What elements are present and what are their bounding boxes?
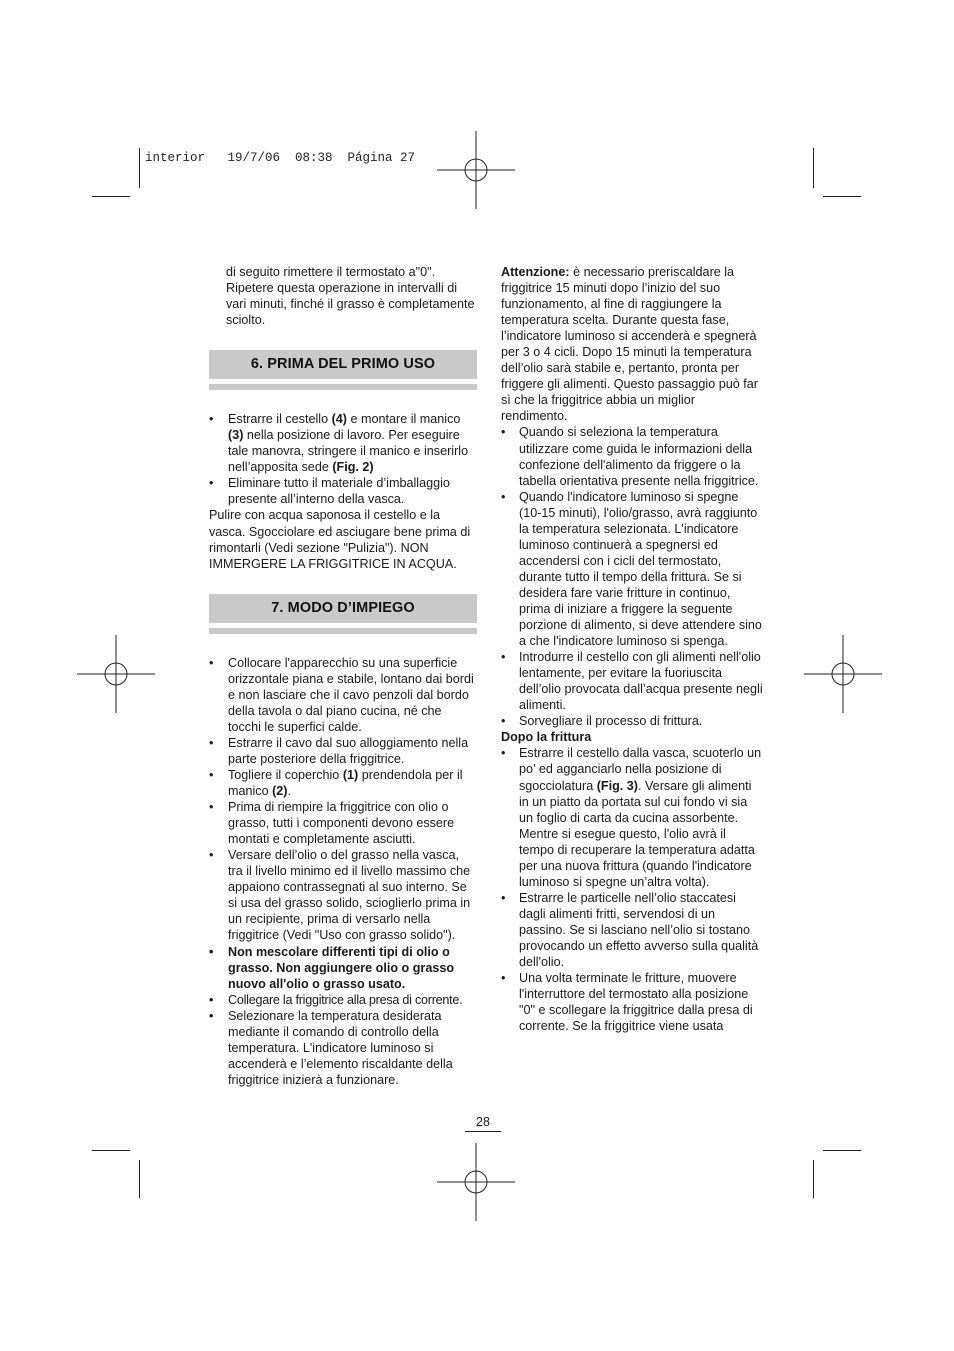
part-ref: (1) bbox=[342, 767, 359, 782]
text-run: . bbox=[287, 784, 292, 799]
section-heading-first-use: 6. PRIMA DEL PRIMO USO bbox=[209, 350, 477, 379]
list-item bbox=[209, 767, 477, 799]
registration-mark bbox=[437, 131, 515, 209]
warning-item: • Non mescolare differenti tipi di olio o grasso. Non aggiungere olio o grasso nuovo all'olio o grasso usato. bbox=[209, 944, 477, 992]
subheading-after-frying: Dopo la frittura bbox=[501, 730, 592, 745]
list-item: • Estrarre le particelle nell’olio staccatesi dagli alimenti fritti, servendosi di un passino. Se si lasciano nell’olio si tostano provocando un effetto avverso sulla qualità dell'olio. bbox=[501, 890, 763, 970]
text-run: Togliere il coperchio bbox=[228, 767, 343, 782]
section-heading-usage: 7. MODO D’IMPIEGO bbox=[209, 594, 477, 623]
attention-label: Attenzione: bbox=[501, 265, 570, 279]
crop-mark bbox=[823, 196, 861, 197]
crop-mark bbox=[139, 148, 140, 188]
list-item: • Introdurre il cestello con gli alimenti nell'olio lentamente, per evitare la fuoriuscita dell’olio provocata dall’acqua presente negli alimenti. bbox=[501, 649, 763, 713]
crop-mark bbox=[823, 1150, 861, 1151]
list-item: • Prima di riempire la friggitrice con olio o grasso, tutti i componenti devono essere montati e completamente asciutti. bbox=[209, 799, 477, 847]
list-item: • Sorvegliare il processo di frittura. bbox=[501, 713, 763, 729]
print-slug: interior 19/7/06 08:38 Página 27 bbox=[145, 151, 416, 165]
figure-ref: (Fig. 2) bbox=[332, 460, 374, 475]
list-item: • Estrarre il cavo dal suo alloggiamento nella parte posteriore della friggitrice. bbox=[209, 735, 477, 767]
operation-list bbox=[501, 424, 763, 729]
list-item: • Collocare l'apparecchio su una superficie orizzontale piana e stabile, lontano dai bordi e non lasciare che il cavo penzoli dal bordo della tavola o dal piano cucina, né che tocchi le superfici calde. bbox=[209, 655, 477, 735]
list-item bbox=[501, 745, 763, 889]
crop-mark bbox=[92, 1150, 130, 1151]
text-run: nella posizione di lavoro. Per eseguire tale manovra, stringere il manico e inserirlo nell’apposita sede bbox=[228, 428, 469, 475]
attention-paragraph bbox=[501, 264, 763, 424]
part-ref: (2) bbox=[272, 784, 288, 799]
list-item: • Quando si seleziona la temperatura utilizzare come guida le informazioni della confezione dell'alimento da friggere o la tabella orientativa presente nella friggitrice. bbox=[501, 424, 763, 488]
intro-paragraph: di seguito rimettere il termostato a"0". Ripetere questa operazione in intervalli di vari minuti, finché il grasso è completamente sciolto. bbox=[226, 265, 475, 328]
text-run: e montare il manico bbox=[347, 412, 461, 427]
cleaning-paragraph: Pulire con acqua saponosa il cestello e la vasca. Sgocciolare ed asciugare bene prima di rimontarli (Vedi sezione "Pulizia"). NON IMMERGERE LA FRIGGITRICE IN ACQUA. bbox=[209, 508, 471, 571]
text-run: Estrarre il cestello bbox=[228, 412, 332, 427]
first-use-list bbox=[209, 411, 477, 507]
text-run: prendendola per il manico bbox=[228, 767, 463, 799]
figure-ref: (Fig. 3) bbox=[596, 778, 638, 793]
text-run: . Versare gli alimenti in un piatto da portata sul cui fondo vi sia un foglio di carta da cucina assorbente. Mentre si esegue questo, l'olio avrà il tempo di recuperare la temperatura adatta per una nuova frittura (quando l'indicatore luminoso si spegne un’altra volta). bbox=[519, 778, 755, 889]
crop-mark bbox=[813, 1160, 814, 1198]
list-item: • Versare dell’olio o del grasso nella vasca, tra il livello minimo ed il livello massimo che appaiono contrassegnati al suo interno. Se si usa del grasso solido, scioglierlo prima in un recipiente, prima di versarlo nella friggitrice (Vedi "Uso con grasso solido"). bbox=[209, 847, 477, 943]
crop-mark bbox=[92, 196, 130, 197]
right-column bbox=[501, 264, 763, 1034]
left-column bbox=[209, 264, 477, 1088]
section-rule bbox=[209, 384, 477, 390]
list-item: • Una volta terminate le fritture, muovere l'interruttore del termostato alla posizione "0" e scollegare la friggitrice dalla presa di corrente. Se la friggitrice viene usata bbox=[501, 970, 763, 1034]
registration-mark bbox=[437, 1143, 515, 1221]
part-ref: (3) bbox=[228, 428, 244, 443]
usage-list bbox=[209, 655, 477, 1088]
after-frying-list bbox=[501, 745, 763, 1034]
list-item: • Collegare la friggitrice alla presa di corrente. bbox=[209, 992, 477, 1008]
text-run: è necessario preriscaldare la friggitrice 15 minuti dopo l’inizio del suo funzionamento, al fine di raggiungere la temperatura scelta. Durante questa fase, l’indicatore luminoso si accenderà e spegnerà per 3 o 4 cicli. Dopo 15 minuti la temperatura dell’olio sarà stabile e, pertanto, pronta per friggere gli alimenti. Questo passaggio può far sì che la friggitrice abbia un miglior rendimento. bbox=[501, 265, 758, 424]
registration-mark bbox=[804, 635, 882, 713]
registration-mark bbox=[77, 635, 155, 713]
section-rule bbox=[209, 628, 477, 634]
list-item: • Eliminare tutto il materiale d’imballaggio presente all’interno della vasca. bbox=[209, 475, 477, 507]
page-number: 28 bbox=[465, 1115, 501, 1132]
crop-mark bbox=[139, 1160, 140, 1198]
list-item: • Selezionare la temperatura desiderata mediante il comando di controllo della temperatura. L'indicatore luminoso si accenderà e l’elemento riscaldante della friggitrice inizierà a funzionare. bbox=[209, 1008, 477, 1088]
list-item: • Quando l'indicatore luminoso si spegne (10-15 minuti), l'olio/grasso, avrà raggiunto la temperatura selezionata. L'indicatore luminoso continuerà a spegnersi ed accendersi con i cicli del termostato, durante tutto il tempo della frittura. Se si desidera fare varie fritture in continuo, prima di iniziare a friggere la seguente porzione di alimento, si deve attendere sino a che l'indicatore luminoso si spenga. bbox=[501, 489, 763, 649]
part-ref: (4) bbox=[331, 412, 347, 427]
crop-mark bbox=[813, 148, 814, 188]
text-run: Estrarre il cestello dalla vasca, scuoterlo un po’ ed agganciarlo nella posizione di sgocciolatura bbox=[519, 746, 762, 793]
list-item bbox=[209, 411, 477, 475]
